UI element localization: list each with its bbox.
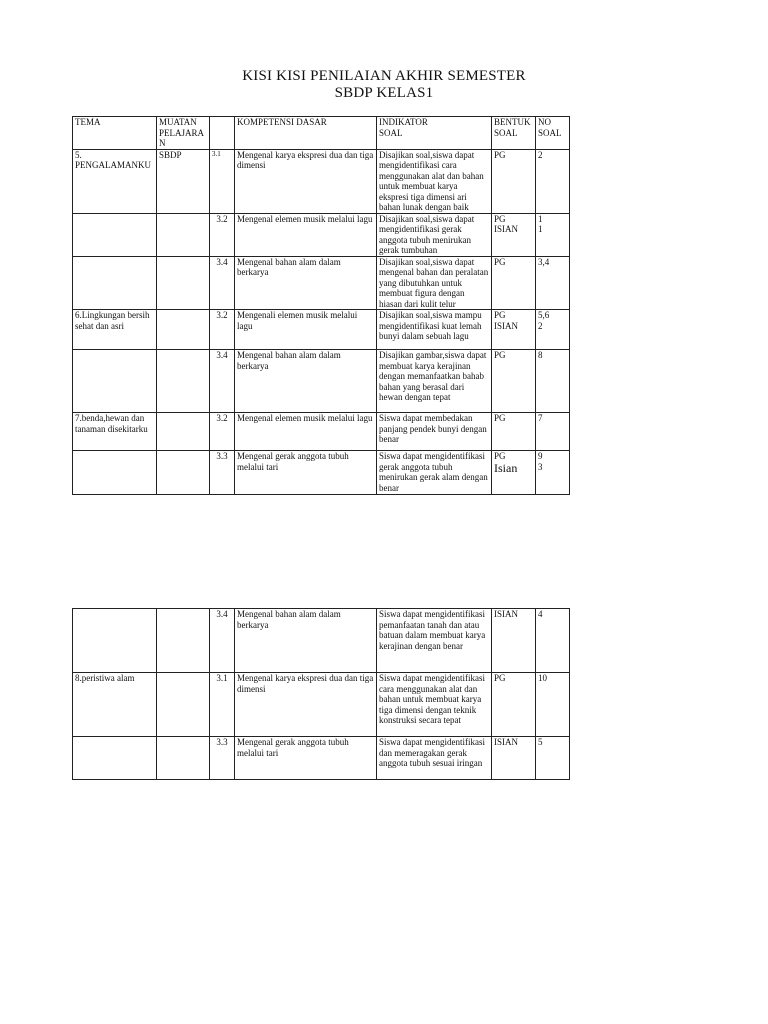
- kompetensi-cell: Mengenal elemen musik melalui lagu: [235, 413, 377, 451]
- header-no-soal: NO SOAL: [536, 117, 570, 150]
- table-header-row: [73, 117, 570, 150]
- header-muatan: MUATAN PELAJARAN: [157, 117, 210, 150]
- muatan-cell: [157, 310, 210, 350]
- tema-cell: [73, 350, 157, 413]
- tema-cell: [73, 451, 157, 495]
- kompetensi-cell: Mengenali elemen musik melalui lagu: [235, 310, 377, 350]
- kd-number-cell: 3.2: [210, 310, 235, 350]
- tema-cell: 8.peristiwa alam: [73, 673, 157, 737]
- kd-number-cell: 3.2: [210, 413, 235, 451]
- muatan-cell: SBDP: [157, 149, 210, 213]
- kd-number-cell: 3.4: [210, 609, 235, 673]
- kd-number-cell: 3.2: [210, 213, 235, 256]
- kompetensi-cell: Mengenal gerak anggota tubuh melalui tari: [235, 451, 377, 495]
- tema-cell: [73, 213, 157, 256]
- muatan-cell: [157, 213, 210, 256]
- table-row: [73, 673, 570, 737]
- no-soal-cell: 4: [536, 609, 570, 673]
- bentuk-cell: PG: [492, 673, 536, 737]
- muatan-cell: [157, 609, 210, 673]
- no-soal-cell: 2: [536, 149, 570, 213]
- tema-cell: 5. PENGALAMANKU: [73, 149, 157, 213]
- document-title: KISI KISI PENILAIAN AKHIR SEMESTER: [242, 68, 526, 84]
- kd-number-cell: 3.4: [210, 256, 235, 310]
- indikator-cell: Siswa dapat mengidentifikasi cara menggunakan alat dan bahan untuk membuat karya tiga dimensi dengan teknik konstruksi secara tepat: [377, 673, 492, 737]
- muatan-cell: [157, 413, 210, 451]
- kd-number-cell: 3.3: [210, 737, 235, 780]
- table-row: [73, 350, 570, 413]
- bentuk-cell: PG ISIAN: [492, 310, 536, 350]
- bentuk-cell: PG ISIAN: [492, 213, 536, 256]
- header-bentuk: BENTUK SOAL: [492, 117, 536, 150]
- header-kd-number: [210, 117, 235, 150]
- kd-number-cell: 3.1: [210, 673, 235, 737]
- bentuk-cell: PG: [492, 149, 536, 213]
- bentuk-cell: PG: [492, 413, 536, 451]
- kisi-table-page-2: [72, 608, 570, 780]
- kd-number-cell: 3.4: [210, 350, 235, 413]
- tema-cell: [73, 737, 157, 780]
- no-soal-cell: 5: [536, 737, 570, 780]
- no-soal-cell: 7: [536, 413, 570, 451]
- indikator-cell: Disajikan soal,siswa dapat mengidentifikasi gerak anggota tubuh menirukan gerak tumbuhan: [377, 213, 492, 256]
- table-row: [73, 737, 570, 780]
- table-row: [73, 149, 570, 213]
- muatan-cell: [157, 673, 210, 737]
- header-kompetensi: KOMPETENSI DASAR: [235, 117, 377, 150]
- table-row: [73, 310, 570, 350]
- table-row: [73, 213, 570, 256]
- kompetensi-cell: Mengenal elemen musik melalui lagu: [235, 213, 377, 256]
- no-soal-cell: 5,6 2: [536, 310, 570, 350]
- kompetensi-cell: Mengenal karya ekspresi dua dan tiga dimensi: [235, 149, 377, 213]
- table-row: [73, 256, 570, 310]
- tema-cell: [73, 609, 157, 673]
- indikator-cell: Disajikan gambar,siswa dapat membuat karya kerajinan dengan memanfaatkan bahab bahan yang berasal dari hewan dengan tepat: [377, 350, 492, 413]
- no-soal-cell: 3,4: [536, 256, 570, 310]
- indikator-cell: Siswa dapat membedakan panjang pendek bunyi dengan benar: [377, 413, 492, 451]
- table-row: [73, 413, 570, 451]
- header-tema: TEMA: [73, 117, 157, 150]
- bentuk-cell: PG: [492, 350, 536, 413]
- table-row: [73, 451, 570, 495]
- muatan-cell: [157, 451, 210, 495]
- bentuk-cell: ISIAN: [492, 609, 536, 673]
- tema-cell: [73, 256, 157, 310]
- kisi-table-page-1: [72, 116, 570, 495]
- document-subtitle: SBDP KELAS1: [334, 85, 434, 101]
- indikator-cell: Siswa dapat mengidentifikasi dan memeragakan gerak anggota tubuh sesuai iringan: [377, 737, 492, 780]
- kompetensi-cell: Mengenal bahan alam dalam berkarya: [235, 350, 377, 413]
- indikator-cell: Disajikan soal,siswa dapat mengidentifikasi cara menggunakan alat dan bahan untuk membuat karya ekspresi tiga dimensi ari bahan lunak dengan baik: [377, 149, 492, 213]
- kompetensi-cell: Mengenal bahan alam dalam berkarya: [235, 256, 377, 310]
- muatan-cell: [157, 350, 210, 413]
- bentuk-cell: PG Isian: [492, 451, 536, 495]
- no-soal-cell: 8: [536, 350, 570, 413]
- bentuk-cell: PG: [492, 256, 536, 310]
- kompetensi-cell: Mengenal bahan alam dalam berkarya: [235, 609, 377, 673]
- kompetensi-cell: Mengenal karya ekspresi dua dan tiga dimensi: [235, 673, 377, 737]
- kd-number-cell: 3.1: [210, 149, 235, 213]
- no-soal-cell: 1 1: [536, 213, 570, 256]
- table-row: [73, 609, 570, 673]
- kompetensi-cell: Mengenal gerak anggota tubuh melalui tari: [235, 737, 377, 780]
- no-soal-cell: 9 3: [536, 451, 570, 495]
- no-soal-cell: 10: [536, 673, 570, 737]
- muatan-cell: [157, 256, 210, 310]
- tema-cell: 7.benda,hewan dan tanaman disekitarku: [73, 413, 157, 451]
- header-indikator: INDIKATOR SOAL: [377, 117, 492, 150]
- kd-number-cell: 3.3: [210, 451, 235, 495]
- bentuk-cell: ISIAN: [492, 737, 536, 780]
- indikator-cell: Siswa dapat mengidentifikasi pemanfaatan tanah dan atau batuan dalam membuat karya kerajinan dengan benar: [377, 609, 492, 673]
- indikator-cell: Disajikan soal,siswa dapat mengenal bahan dan peralatan yang dibutuhkan untuk membuat figura dengan hiasan dari kulit telur: [377, 256, 492, 310]
- muatan-cell: [157, 737, 210, 780]
- tema-cell: 6.Lingkungan bersih sehat dan asri: [73, 310, 157, 350]
- indikator-cell: Siswa dapat mengidentifikasi gerak anggota tubuh menirukan gerak alam dengan benar: [377, 451, 492, 495]
- indikator-cell: Disajikan soal,siswa mampu mengidentifikasi kuat lemah bunyi dalam sebuah lagu: [377, 310, 492, 350]
